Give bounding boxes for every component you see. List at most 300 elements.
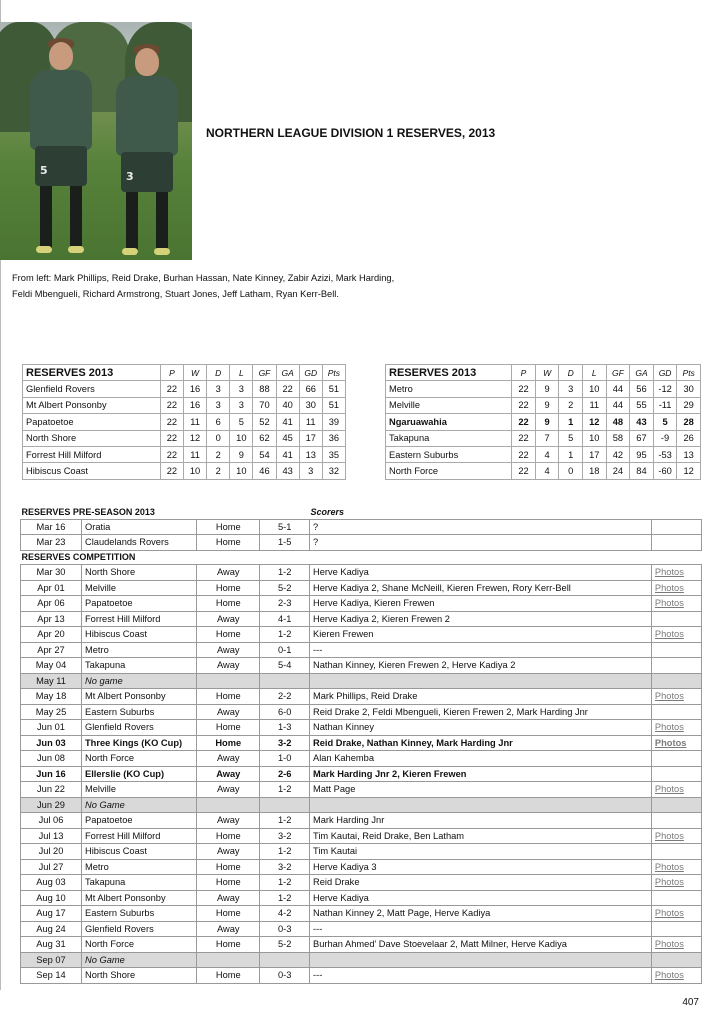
stat-cell: 12 (183, 430, 206, 446)
stat-cell: 0 (559, 463, 583, 479)
stat-cell: 41 (276, 414, 299, 430)
scorers-header: Scorers (310, 506, 345, 517)
col-header: P (160, 365, 183, 381)
stat-cell: 13 (299, 446, 322, 462)
opponent: Claudelands Rovers (82, 535, 197, 551)
stat-cell: 9 (535, 381, 559, 397)
stat-cell: -12 (653, 381, 677, 397)
preseason-header-row (21, 505, 702, 519)
photos-link[interactable]: Photos (651, 906, 701, 922)
photos-link[interactable]: Photos (651, 720, 701, 736)
match-date: Jul 27 (21, 859, 82, 875)
stat-cell: 10 (183, 463, 206, 479)
opponent: Metro (82, 859, 197, 875)
scorers: --- (310, 921, 652, 937)
col-header: D (559, 365, 583, 381)
stat-cell: 2 (207, 463, 230, 479)
opponent: Glenfield Rovers (82, 720, 197, 736)
league-row (386, 430, 701, 446)
page-number: 407 (682, 997, 699, 1008)
opponent: Takapuna (82, 875, 197, 891)
match-row (21, 658, 702, 674)
match-row (21, 704, 702, 720)
stat-cell: 17 (582, 446, 606, 462)
scorers: Alan Kahemba (310, 751, 652, 767)
stat-cell: 16 (183, 381, 206, 397)
scorers: Burhan Ahmed’ Dave Stoevelaar 2, Matt Milner, Herve Kadiya (310, 937, 652, 953)
opponent: Forrest Hill Milford (82, 611, 197, 627)
opponent: Melville (82, 580, 197, 596)
score: 0-3 (260, 968, 310, 984)
stat-cell: 10 (230, 430, 253, 446)
score: 2-6 (260, 766, 310, 782)
stat-cell: 39 (322, 414, 345, 430)
team-name: Takapuna (386, 430, 512, 446)
preseason-body (21, 519, 702, 550)
photos-link[interactable]: Photos (651, 875, 701, 891)
competition-header-row (21, 550, 702, 565)
match-row (21, 921, 702, 937)
opponent: Hibiscus Coast (82, 627, 197, 643)
venue: Away (197, 782, 260, 798)
match-date: Aug 10 (21, 890, 82, 906)
stat-cell: 43 (276, 463, 299, 479)
scorers: Nathan Kinney, Kieren Frewen 2, Herve Kadiya 2 (310, 658, 652, 674)
col-header: L (582, 365, 606, 381)
photos-link (651, 890, 701, 906)
score: 5-1 (260, 519, 310, 535)
match-date: Sep 14 (21, 968, 82, 984)
venue: Away (197, 921, 260, 937)
photos-link[interactable]: Photos (651, 689, 701, 705)
score: 1-2 (260, 565, 310, 581)
stat-cell: 30 (677, 381, 701, 397)
stat-cell: 36 (322, 430, 345, 446)
venue: Away (197, 565, 260, 581)
stat-cell: 35 (322, 446, 345, 462)
league-header-row (386, 365, 701, 381)
score: 3-2 (260, 828, 310, 844)
stat-cell: 10 (230, 463, 253, 479)
scorers: Herve Kadiya 3 (310, 859, 652, 875)
stat-cell: 41 (276, 446, 299, 462)
score: 3-2 (260, 859, 310, 875)
match-row (21, 535, 702, 551)
league-row (23, 381, 346, 397)
match-date: Apr 13 (21, 611, 82, 627)
competition-title: RESERVES COMPETITION (21, 552, 136, 563)
match-row (21, 565, 702, 581)
scorers: --- (310, 642, 652, 658)
stat-cell: 22 (160, 430, 183, 446)
stat-cell: 2 (207, 446, 230, 462)
scorers (310, 673, 652, 689)
photos-link (651, 611, 701, 627)
match-date: Sep 07 (21, 952, 82, 968)
league-row (386, 414, 701, 430)
stat-cell: 10 (582, 430, 606, 446)
col-header: GD (299, 365, 322, 381)
league-row (386, 463, 701, 479)
match-date: Jun 22 (21, 782, 82, 798)
score: 1-2 (260, 813, 310, 829)
match-date: Jun 01 (21, 720, 82, 736)
scorers: Mark Phillips, Reid Drake (310, 689, 652, 705)
team-name: Hibiscus Coast (23, 463, 161, 479)
opponent: North Shore (82, 968, 197, 984)
team-name: Ngaruawahia (386, 414, 512, 430)
stat-cell: 54 (253, 446, 276, 462)
match-row (21, 766, 702, 782)
match-row (21, 875, 702, 891)
scorers: --- (310, 968, 652, 984)
photos-link (651, 642, 701, 658)
opponent: No Game (82, 797, 197, 813)
stat-cell: 22 (160, 414, 183, 430)
score: 1-2 (260, 875, 310, 891)
stat-cell: 58 (606, 430, 630, 446)
stat-cell: 51 (322, 381, 345, 397)
score: 3-2 (260, 735, 310, 751)
score: 1-2 (260, 844, 310, 860)
score: 1-2 (260, 627, 310, 643)
stat-cell: 11 (299, 414, 322, 430)
stat-cell: 22 (160, 381, 183, 397)
opponent: Metro (82, 642, 197, 658)
venue: Home (197, 828, 260, 844)
score: 5-2 (260, 580, 310, 596)
photos-link[interactable]: Photos (651, 782, 701, 798)
match-row (21, 859, 702, 875)
scorers: Nathan Kinney (310, 720, 652, 736)
match-row (21, 720, 702, 736)
venue: Home (197, 535, 260, 551)
stat-cell: 22 (512, 463, 536, 479)
scorers: Mark Harding Jnr (310, 813, 652, 829)
stat-cell: 12 (677, 463, 701, 479)
scorers: Herve Kadiya, Kieren Frewen (310, 596, 652, 612)
score: 6-0 (260, 704, 310, 720)
venue: Away (197, 611, 260, 627)
stat-cell: 3 (207, 381, 230, 397)
scorers: Nathan Kinney 2, Matt Page, Herve Kadiya (310, 906, 652, 922)
match-date: May 18 (21, 689, 82, 705)
stat-cell: 84 (630, 463, 654, 479)
scorers: Reid Drake 2, Feldi Mbengueli, Kieren Frewen 2, Mark Harding Jnr (310, 704, 652, 720)
scorers: Herve Kadiya 2, Shane McNeill, Kieren Frewen, Rory Kerr-Bell (310, 580, 652, 596)
scorers: Tim Kautai (310, 844, 652, 860)
match-date: Jun 29 (21, 797, 82, 813)
opponent: Three Kings (KO Cup) (82, 735, 197, 751)
score: 2-2 (260, 689, 310, 705)
venue: Home (197, 627, 260, 643)
stat-cell: 32 (322, 463, 345, 479)
opponent: Oratia (82, 519, 197, 535)
venue: Home (197, 875, 260, 891)
score: 1-0 (260, 751, 310, 767)
stat-cell: 4 (535, 446, 559, 462)
league-row (386, 381, 701, 397)
stat-cell: 7 (535, 430, 559, 446)
photos-link[interactable]: Photos (651, 937, 701, 953)
league-row (386, 397, 701, 413)
scorers: Herve Kadiya (310, 565, 652, 581)
score (260, 797, 310, 813)
stat-cell: 40 (276, 397, 299, 413)
stat-cell: 12 (582, 414, 606, 430)
match-date: May 11 (21, 673, 82, 689)
venue: Home (197, 968, 260, 984)
opponent: Glenfield Rovers (82, 921, 197, 937)
col-header: GD (653, 365, 677, 381)
stat-cell: 11 (183, 446, 206, 462)
stat-cell: 9 (230, 446, 253, 462)
col-header: L (230, 365, 253, 381)
opponent: North Force (82, 937, 197, 953)
col-header: Pts (677, 365, 701, 381)
stat-cell: 17 (299, 430, 322, 446)
stat-cell: 4 (535, 463, 559, 479)
match-date: Jun 08 (21, 751, 82, 767)
match-row (21, 627, 702, 643)
stat-cell: 11 (582, 397, 606, 413)
league-table-body (386, 381, 701, 479)
photos-link (651, 844, 701, 860)
stat-cell: 3 (230, 397, 253, 413)
col-header: D (207, 365, 230, 381)
team-name: Forrest Hill Milford (23, 446, 161, 462)
stat-cell: 22 (512, 381, 536, 397)
venue: Home (197, 937, 260, 953)
photos-link[interactable]: Photos (651, 968, 701, 984)
stat-cell: 3 (230, 381, 253, 397)
caption-line: Feldi Mbengueli, Richard Armstrong, Stuart Jones, Jeff Latham, Ryan Kerr-Bell. (12, 289, 339, 299)
stat-cell: 16 (183, 397, 206, 413)
match-row (21, 580, 702, 596)
opponent: Ellerslie (KO Cup) (82, 766, 197, 782)
stat-cell: 9 (535, 397, 559, 413)
match-date: Jun 03 (21, 735, 82, 751)
photos-link (651, 751, 701, 767)
opponent: Papatoetoe (82, 813, 197, 829)
team-name: Papatoetoe (23, 414, 161, 430)
match-date: Mar 23 (21, 535, 82, 551)
match-row (21, 611, 702, 627)
stat-cell: 5 (653, 414, 677, 430)
match-date: Apr 20 (21, 627, 82, 643)
photos-link (651, 519, 701, 535)
caption-line: From left: Mark Phillips, Reid Drake, Burhan Hassan, Nate Kinney, Zabir Azizi, Mark Harding, (12, 273, 395, 283)
league-table-title: RESERVES 2013 (386, 365, 512, 381)
col-header: GA (630, 365, 654, 381)
stat-cell: 5 (559, 430, 583, 446)
venue: Home (197, 580, 260, 596)
match-row (21, 782, 702, 798)
preseason-title: RESERVES PRE-SEASON 2013 (21, 506, 155, 517)
stat-cell: 56 (630, 381, 654, 397)
opponent: No game (82, 673, 197, 689)
stat-cell: 29 (677, 397, 701, 413)
match-date: Apr 06 (21, 596, 82, 612)
league-row (23, 430, 346, 446)
venue (197, 797, 260, 813)
photos-link[interactable]: Photos (651, 580, 701, 596)
stat-cell: 44 (606, 397, 630, 413)
score (260, 673, 310, 689)
stat-cell: 66 (299, 381, 322, 397)
league-table-title: RESERVES 2013 (23, 365, 161, 381)
venue: Away (197, 813, 260, 829)
stat-cell: 62 (253, 430, 276, 446)
stat-cell: 5 (230, 414, 253, 430)
photos-link (651, 813, 701, 829)
stat-cell: 22 (512, 414, 536, 430)
score: 5-2 (260, 937, 310, 953)
scorers: Herve Kadiya (310, 890, 652, 906)
league-header-row (23, 365, 346, 381)
team-name: Glenfield Rovers (23, 381, 161, 397)
score: 1-5 (260, 535, 310, 551)
match-date: Aug 03 (21, 875, 82, 891)
score: 4-2 (260, 906, 310, 922)
match-row (21, 735, 702, 751)
photos-link[interactable]: Photos (651, 627, 701, 643)
col-header: GF (606, 365, 630, 381)
stat-cell: 22 (276, 381, 299, 397)
league-row (23, 397, 346, 413)
venue: Home (197, 906, 260, 922)
team-name: Melville (386, 397, 512, 413)
team-name: North Shore (23, 430, 161, 446)
league-table-body (23, 381, 346, 479)
scorers: Matt Page (310, 782, 652, 798)
stat-cell: 3 (207, 397, 230, 413)
opponent: Hibiscus Coast (82, 844, 197, 860)
scorers (310, 797, 652, 813)
venue: Home (197, 689, 260, 705)
stat-cell: 1 (559, 446, 583, 462)
match-row (21, 642, 702, 658)
stat-cell: 10 (582, 381, 606, 397)
stat-cell: 67 (630, 430, 654, 446)
score: 0-1 (260, 642, 310, 658)
team-photo (0, 22, 192, 260)
match-row (21, 828, 702, 844)
photos-link (651, 797, 701, 813)
stat-cell: 43 (630, 414, 654, 430)
photos-link[interactable]: Photos (651, 596, 701, 612)
venue: Home (197, 596, 260, 612)
match-date: Jul 20 (21, 844, 82, 860)
opponent: Melville (82, 782, 197, 798)
photos-link[interactable]: Photos (651, 565, 701, 581)
match-row (21, 596, 702, 612)
photos-link (651, 673, 701, 689)
match-row (21, 751, 702, 767)
photos-link (651, 921, 701, 937)
stat-cell: 22 (512, 430, 536, 446)
scorers: Mark Harding Jnr 2, Kieren Frewen (310, 766, 652, 782)
venue: Away (197, 704, 260, 720)
scorers: Herve Kadiya 2, Kieren Frewen 2 (310, 611, 652, 627)
col-header: GA (276, 365, 299, 381)
stat-cell: 3 (299, 463, 322, 479)
stat-cell: 24 (606, 463, 630, 479)
match-date: Mar 16 (21, 519, 82, 535)
stat-cell: 22 (512, 397, 536, 413)
match-row (21, 519, 702, 535)
stat-cell: 52 (253, 414, 276, 430)
stat-cell: 51 (322, 397, 345, 413)
photos-link (651, 766, 701, 782)
match-date: May 25 (21, 704, 82, 720)
opponent: North Force (82, 751, 197, 767)
photos-link[interactable]: Photos (651, 859, 701, 875)
match-row (21, 952, 702, 968)
opponent: Mt Albert Ponsonby (82, 689, 197, 705)
venue (197, 673, 260, 689)
scorers (310, 952, 652, 968)
score: 1-2 (260, 890, 310, 906)
stat-cell: 55 (630, 397, 654, 413)
stat-cell: 42 (606, 446, 630, 462)
competition-body (21, 565, 702, 984)
score (260, 952, 310, 968)
stat-cell: 48 (606, 414, 630, 430)
photos-link[interactable]: Photos (651, 828, 701, 844)
scorers: ? (310, 535, 652, 551)
league-row (23, 414, 346, 430)
team-name: North Force (386, 463, 512, 479)
opponent: Forrest Hill Milford (82, 828, 197, 844)
venue: Away (197, 890, 260, 906)
stat-cell: 95 (630, 446, 654, 462)
stat-cell: 22 (160, 463, 183, 479)
stat-cell: -53 (653, 446, 677, 462)
scorers: ? (310, 519, 652, 535)
photos-link (651, 535, 701, 551)
venue: Home (197, 720, 260, 736)
stat-cell: 45 (276, 430, 299, 446)
stat-cell: 30 (299, 397, 322, 413)
match-date: Aug 24 (21, 921, 82, 937)
venue: Home (197, 735, 260, 751)
match-date: Jul 13 (21, 828, 82, 844)
col-header: W (535, 365, 559, 381)
venue: Home (197, 519, 260, 535)
opponent: Takapuna (82, 658, 197, 674)
league-row (23, 463, 346, 479)
stat-cell: 6 (207, 414, 230, 430)
col-header: GF (253, 365, 276, 381)
match-row (21, 844, 702, 860)
venue: Away (197, 844, 260, 860)
venue: Away (197, 751, 260, 767)
match-row (21, 968, 702, 984)
photos-link[interactable]: Photos (651, 735, 701, 751)
score: 2-3 (260, 596, 310, 612)
match-date: Mar 30 (21, 565, 82, 581)
opponent: Papatoetoe (82, 596, 197, 612)
score: 4-1 (260, 611, 310, 627)
page-title: NORTHERN LEAGUE DIVISION 1 RESERVES, 2013 (206, 126, 496, 140)
opponent: North Shore (82, 565, 197, 581)
score: 1-2 (260, 782, 310, 798)
stat-cell: 44 (606, 381, 630, 397)
stat-cell: 1 (559, 414, 583, 430)
stat-cell: 2 (559, 397, 583, 413)
score: 1-3 (260, 720, 310, 736)
